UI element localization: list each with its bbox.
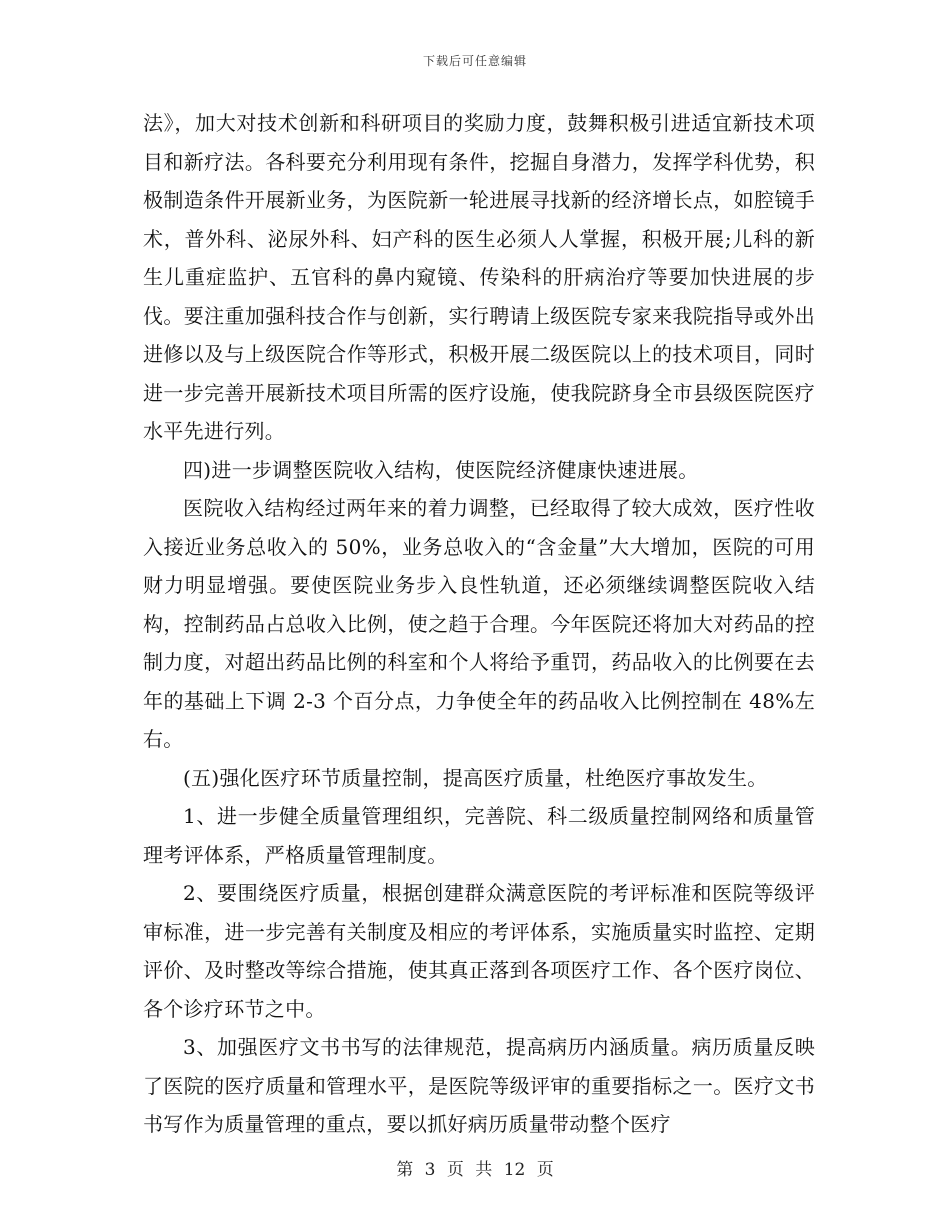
paragraph-4: (五)强化医疗环节质量控制，提高医疗质量，杜绝医疗事故发生。 <box>183 765 768 790</box>
paragraph-2: 四)进一步调整医院收入结构，使医院经济健康快速进展。 <box>183 457 699 482</box>
paragraph-1: 法》，加大对技术创新和科研项目的奖励力度，鼓舞积极引进适宜新技术项目和新疗法。各科要充分利用现有条件，挖掘自身潜力，发挥学科优势，积极制造条件开展新业务，为医院新一轮进展寻找新的经济增长点，如腔镜手术，普外科、泌尿外科、妇产科的医生必须人人掌握，积极开展;儿科的新生儿重症监护、五官科的鼻内窥镜、传染科的肝病治疗等要加快进展的步伐。要注重加强科技合作与创新，实行聘请上级医院专家来我院指导或外出进修以及与上级医院合作等形式，积极开展二级医院以上的技术项目，同时进一步完善开展新技术项目所需的医疗设施，使我院跻身全市县级医院医疗水平先进行列。 <box>143 111 815 443</box>
paragraph-3: 医院收入结构经过两年来的着力调整，已经取得了较大成效，医疗性收入接近业务总收入的 50%，业务总收入的“含金量”大大增加，医院的可用财力明显增强。要使医院业务步入良性轨道，还必须继续调整医院收入结构，控制药品占总收入比例，使之趋于合理。今年医院还将加大对药品的控制力度，对超出药品比例的科室和个人将给予重罚，药品收入的比例要在去年的基础上下调 2-3 个百分点，力争使全年的药品收入比例控制在 48%左右。 <box>143 496 815 751</box>
paragraph-7: 3、加强医疗文书书写的法律规范，提高病历内涵质量。病历质量反映了医院的医疗质量和管理水平，是医院等级评审的重要指标之一。医疗文书书写作为质量管理的重点，要以抓好病历质量带动整个医疗 <box>143 1035 815 1136</box>
paragraph-5: 1、进一步健全质量管理组织，完善院、科二级质量控制网络和质量管理考评体系，严格质量管理制度。 <box>143 804 815 867</box>
document-body <box>143 104 815 1144</box>
page-header: 下载后可任意编辑 <box>422 54 527 68</box>
page-footer: 第 3 页 共 12 页 <box>396 1160 554 1180</box>
paragraph-6: 2、要围绕医疗质量，根据创建群众满意医院的考评标准和医院等级评审标准，进一步完善有关制度及相应的考评体系，实施质量实时监控、定期评价、及时整改等综合措施，使其真正落到各项医疗工作、各个医疗岗位、各个诊疗环节之中。 <box>143 881 815 1021</box>
